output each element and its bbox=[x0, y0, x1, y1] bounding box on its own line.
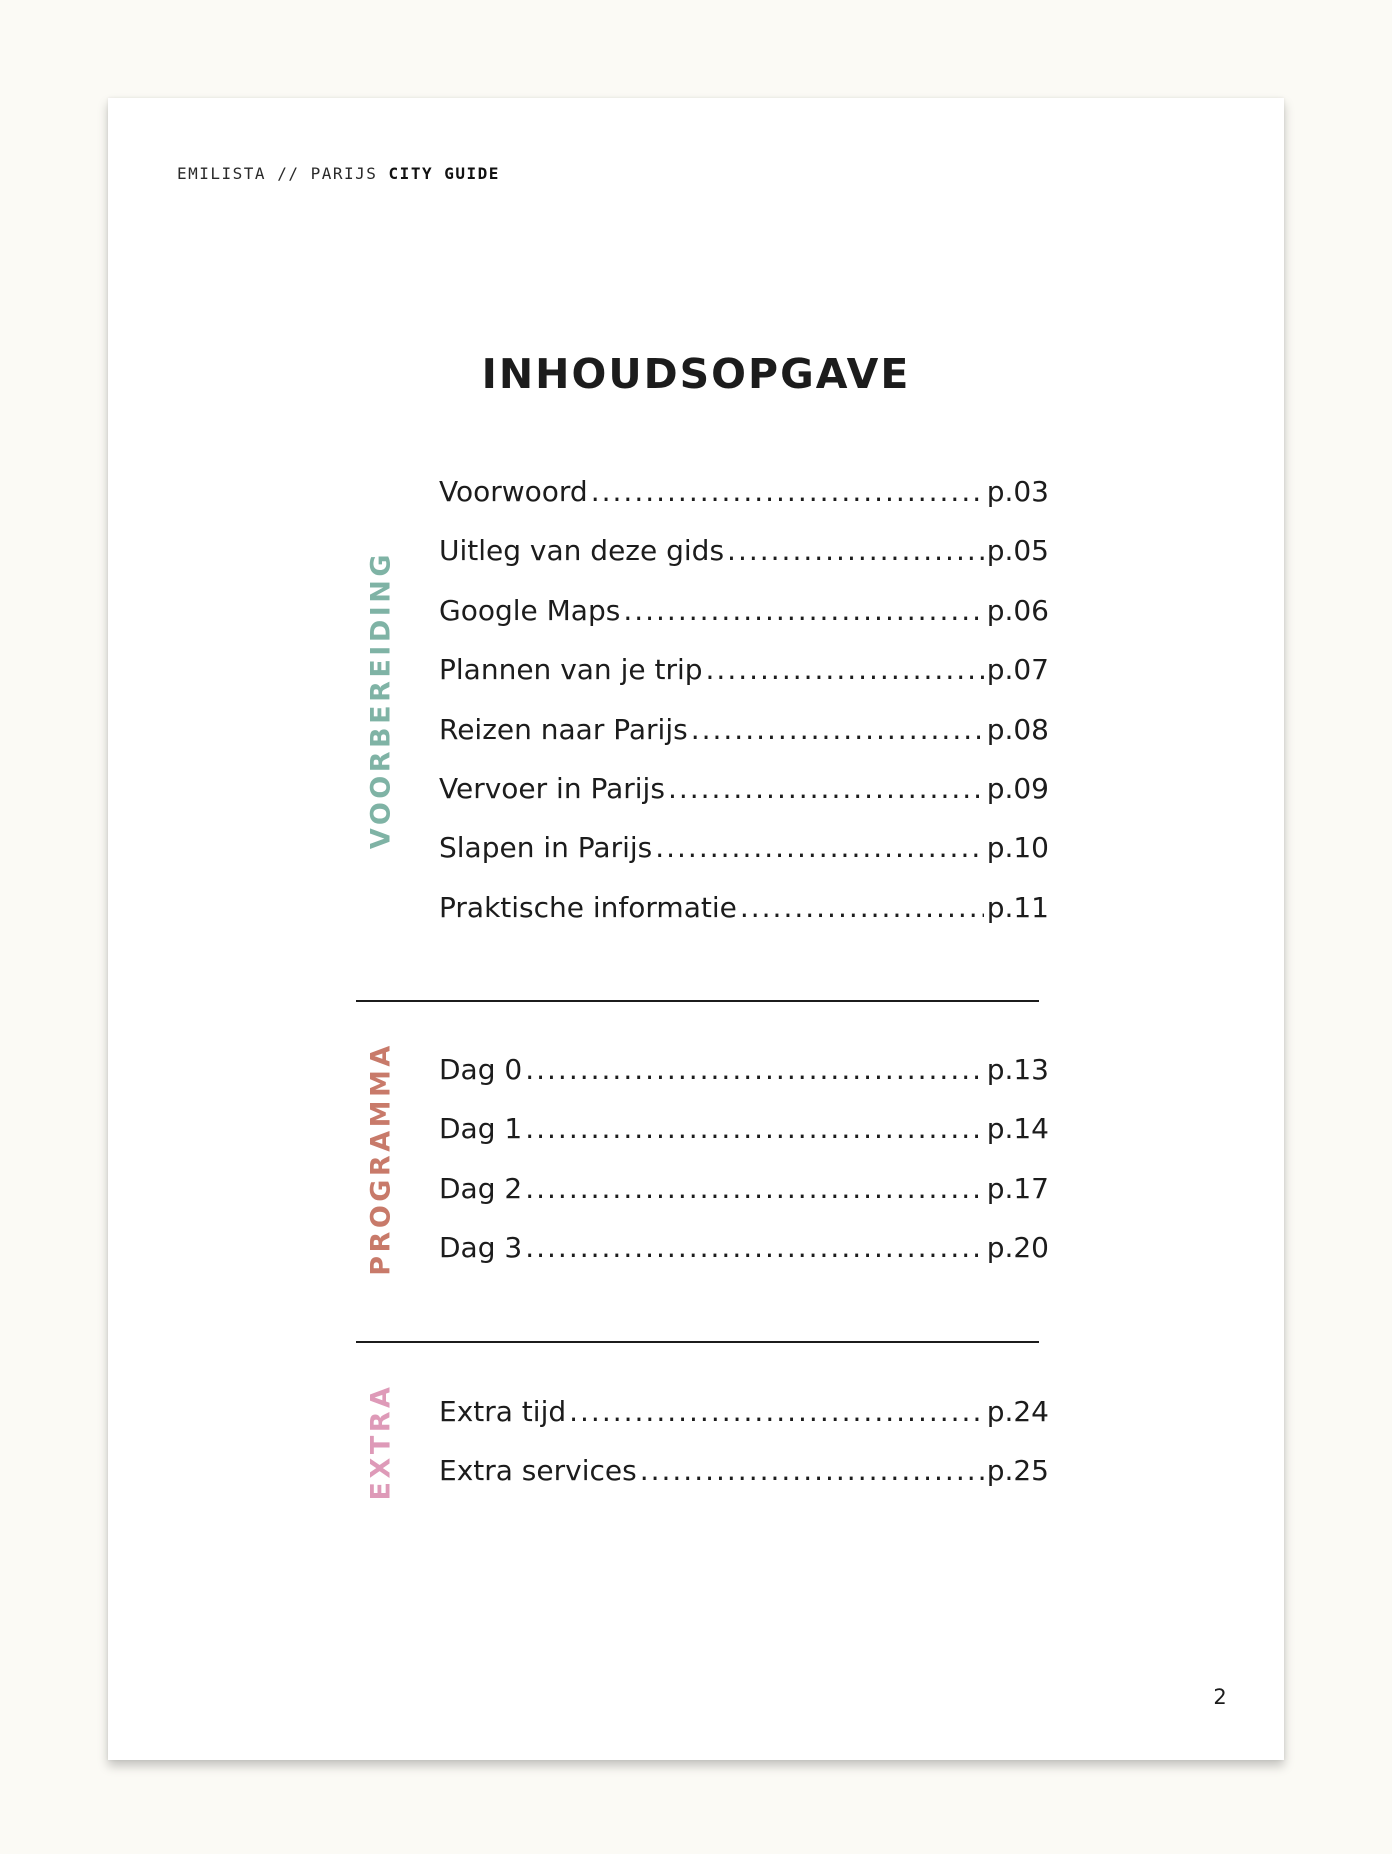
dot-leader bbox=[691, 700, 984, 759]
toc-entry[interactable] bbox=[439, 759, 1049, 818]
toc-entry-title: Vervoer in Parijs bbox=[439, 771, 665, 805]
dot-leader bbox=[525, 1040, 983, 1099]
dot-leader bbox=[525, 1218, 983, 1277]
dot-leader bbox=[525, 1159, 983, 1218]
toc-section-programma bbox=[356, 1040, 1052, 1278]
toc-entry[interactable] bbox=[439, 462, 1049, 521]
toc-entry[interactable] bbox=[439, 521, 1049, 580]
toc-entry-page: p.07 bbox=[986, 653, 1049, 687]
toc-entry-title: Plannen van je trip bbox=[439, 653, 703, 687]
toc-entry-page: p.08 bbox=[986, 712, 1049, 746]
dot-leader bbox=[655, 818, 983, 877]
toc-entry-page: p.13 bbox=[986, 1053, 1049, 1086]
toc-entry-page: p.05 bbox=[986, 534, 1049, 568]
section-label-extra: EXTRA bbox=[365, 1383, 397, 1501]
toc-entry-title: Praktische informatie bbox=[439, 890, 737, 924]
toc-entry[interactable] bbox=[439, 878, 1049, 937]
section-divider bbox=[356, 1341, 1039, 1343]
toc-entry-title: Dag 2 bbox=[439, 1171, 523, 1205]
toc-entries-extra bbox=[439, 1382, 1049, 1501]
document-page bbox=[108, 98, 1284, 1760]
header-separator: // bbox=[277, 164, 300, 183]
dot-leader bbox=[591, 462, 984, 521]
toc-entry-page: p.14 bbox=[986, 1112, 1049, 1146]
toc-entry[interactable] bbox=[439, 1218, 1049, 1277]
dot-leader bbox=[706, 640, 984, 699]
toc-entry-page: p.09 bbox=[986, 771, 1049, 805]
dot-leader bbox=[569, 1382, 984, 1441]
dot-leader bbox=[668, 759, 984, 818]
toc-entry-title: Voorwoord bbox=[439, 475, 588, 508]
toc-entry[interactable] bbox=[439, 1040, 1049, 1099]
page-title: INHOUDSOPGAVE bbox=[481, 350, 911, 398]
toc-entry-page: p.25 bbox=[986, 1454, 1049, 1488]
toc-entry[interactable] bbox=[439, 1159, 1049, 1218]
dot-leader bbox=[525, 1099, 983, 1158]
toc-entry-title: Dag 3 bbox=[439, 1231, 523, 1265]
toc-entry-page: p.06 bbox=[986, 593, 1049, 627]
toc-entry[interactable] bbox=[439, 1382, 1049, 1441]
toc-entries-programma bbox=[439, 1040, 1049, 1278]
toc-entry-title: Dag 0 bbox=[439, 1053, 523, 1086]
dot-leader bbox=[640, 1441, 984, 1500]
toc-entries-voorbereiding bbox=[439, 462, 1049, 937]
section-label-programma: PROGRAMMA bbox=[365, 1042, 397, 1276]
page-number: 2 bbox=[1213, 1685, 1227, 1709]
toc-entry[interactable] bbox=[439, 818, 1049, 877]
toc-entry-title: Reizen naar Parijs bbox=[439, 712, 688, 746]
toc-entry-title: Extra tijd bbox=[439, 1395, 567, 1428]
toc-entry-title: Dag 1 bbox=[439, 1112, 523, 1146]
header-guide: CITY GUIDE bbox=[388, 164, 500, 183]
header-city: PARIJS bbox=[310, 164, 378, 183]
toc-entry-page: p.20 bbox=[986, 1231, 1049, 1265]
toc-entry-title: Uitleg van deze gids bbox=[439, 534, 725, 568]
toc-entry-page: p.11 bbox=[986, 890, 1049, 924]
section-divider bbox=[356, 1000, 1039, 1002]
toc-section-voorbereiding bbox=[356, 462, 1052, 938]
toc-entry-page: p.17 bbox=[986, 1171, 1049, 1205]
toc-entry[interactable] bbox=[439, 1099, 1049, 1158]
toc-entry-page: p.10 bbox=[986, 831, 1049, 865]
section-label-voorbereiding: VOORBEREIDING bbox=[365, 550, 397, 850]
toc-entry-page: p.03 bbox=[986, 475, 1049, 508]
toc-entry[interactable] bbox=[439, 581, 1049, 640]
dot-leader bbox=[727, 521, 984, 580]
toc-section-extra bbox=[356, 1382, 1052, 1502]
brand-name: EMILISTA bbox=[177, 164, 267, 183]
toc-entry[interactable] bbox=[439, 1441, 1049, 1500]
toc-entry-page: p.24 bbox=[986, 1395, 1049, 1428]
toc-entry-title: Slapen in Parijs bbox=[439, 831, 653, 865]
toc-entry-title: Extra services bbox=[439, 1454, 637, 1488]
toc-entry[interactable] bbox=[439, 700, 1049, 759]
toc-entry[interactable] bbox=[439, 640, 1049, 699]
dot-leader bbox=[623, 581, 983, 640]
running-header bbox=[177, 164, 500, 183]
toc-entry-title: Google Maps bbox=[439, 593, 621, 627]
dot-leader bbox=[740, 878, 984, 937]
